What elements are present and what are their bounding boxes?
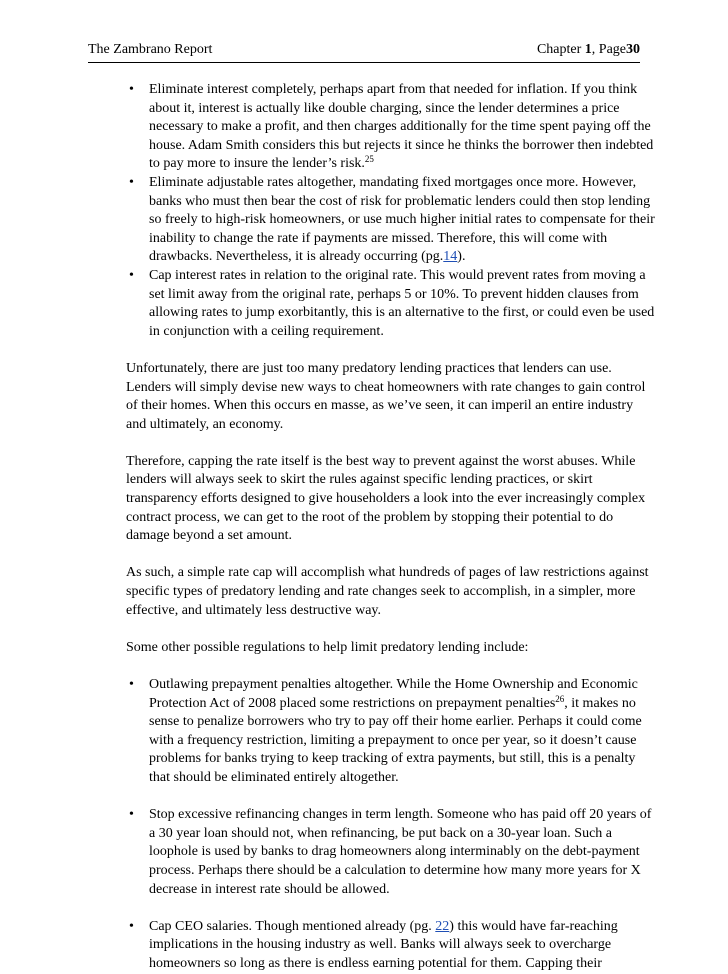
page-header	[88, 40, 640, 63]
bullet-list-bottom	[126, 676, 656, 974]
list-item: • Outlawing prepayment penalties altogether. While the Home Ownership and Economic Protection Act of 2008 placed some restrictions on prepayment penalties$^{26}$, it makes no sense to penalize borrowers who try to pay off their home earlier. Perhaps it could come with a frequency restriction, limiting a prepayment to once per year, so it doesn’t cause problems for banks trying to keep tracking of extra payments, but still, this is a penalty that should be eliminated entirely altogether.	[129, 677, 642, 785]
list-item: • Stop excessive refinancing changes in term length. Someone who has paid off 20 years of a 30 year loan should not, when refinancing, be put back on a 30-year loan. Such a loophole is used by banks to drag homeowners along interminably on the debt-payment process. Perhaps there should be a calculation to determine how many more years for X decrease in interest rate should be allowed.	[129, 807, 652, 897]
list-item: • Cap CEO salaries. Though mentioned already (pg. 22) this would have far-reaching implications in the housing industry as well. Banks will always seek to overcharge homeowners so long as there is endless earning potential for them. Capping their	[129, 918, 618, 971]
paragraph: As such, a simple rate cap will accomplish what hundreds of pages of law restrictions against specific types of predatory lending and rate changes seek to accomplish, in a simpler, more effective, and ultimately less destructive way.	[126, 565, 649, 618]
list-item: • Eliminate adjustable rates altogether, mandating fixed mortgages once more. However, banks who must then bear the cost of risk for problematic lenders could then stop lending so freely to high-risk homeowners, or use much higher initial rates to compensate for their inability to change the rate if payments are missed. Therefore, this will come with drawbacks. Nevertheless, it is already occurring (pg.14).	[129, 174, 655, 265]
paragraph: Therefore, capping the rate itself is the best way to prevent against the worst abuses. While lenders will always seek to skirt the rules against specific lending practices, or skirt transparency efforts designed to give householders a look into the ever increasingly complex contract process, we can get to the root of the problem by stopping their potential to do damage beyond a set amount.	[126, 453, 646, 544]
list-item: • Eliminate interest completely, perhaps apart from that needed for inflation. If you think about it, interest is actually like double charging, since the lender determines a price necessary to make a profit, and then charges additionally for the time spent paying off the house. Adam Smith considers this but rejects it since he thinks the borrower then indebted to pay more to insure the lender’s risk.$^{25}$	[129, 82, 654, 172]
bullet-icon: •	[129, 677, 134, 692]
footnote-ref: 26	[555, 693, 565, 704]
bullet-icon: •	[129, 174, 134, 190]
page-number: 30	[626, 42, 640, 57]
page-link-14[interactable]: 14	[443, 249, 458, 265]
list-item: • Cap interest rates in relation to the original rate. This would prevent rates from moving a set limit away from the original rate, perhaps 5 or 10%. To prevent hidden clauses from allowing rates to jump exorbitantly, this is an alternative to the first, or could even be used in conjunction with a ceiling requirement.	[129, 267, 655, 339]
bullet-icon: •	[129, 267, 134, 283]
bullet-icon: •	[129, 918, 134, 934]
page-body	[126, 81, 656, 974]
bullet-icon: •	[129, 807, 134, 823]
report-title: The Zambrano Report	[88, 42, 213, 57]
paragraph: Unfortunately, there are just too many predatory lending practices that lenders can use. Lenders will simply devise new ways to cheat homeowners with rate changes to gain control of their homes. When this occurs en masse, as we’ve seen, it can imperil an entire industry and ultimately, an economy.	[126, 360, 646, 432]
chapter-number: 1	[584, 42, 592, 57]
bullet-icon: •	[129, 82, 134, 97]
bullet-list-top	[126, 81, 656, 341]
page-link-22[interactable]: 22	[435, 918, 450, 934]
footnote-ref: 25	[364, 154, 374, 165]
chapter-page-label: Chapter 1, Page30	[536, 42, 640, 57]
paragraph: Some other possible regulations to help limit predatory lending include:	[126, 639, 529, 655]
